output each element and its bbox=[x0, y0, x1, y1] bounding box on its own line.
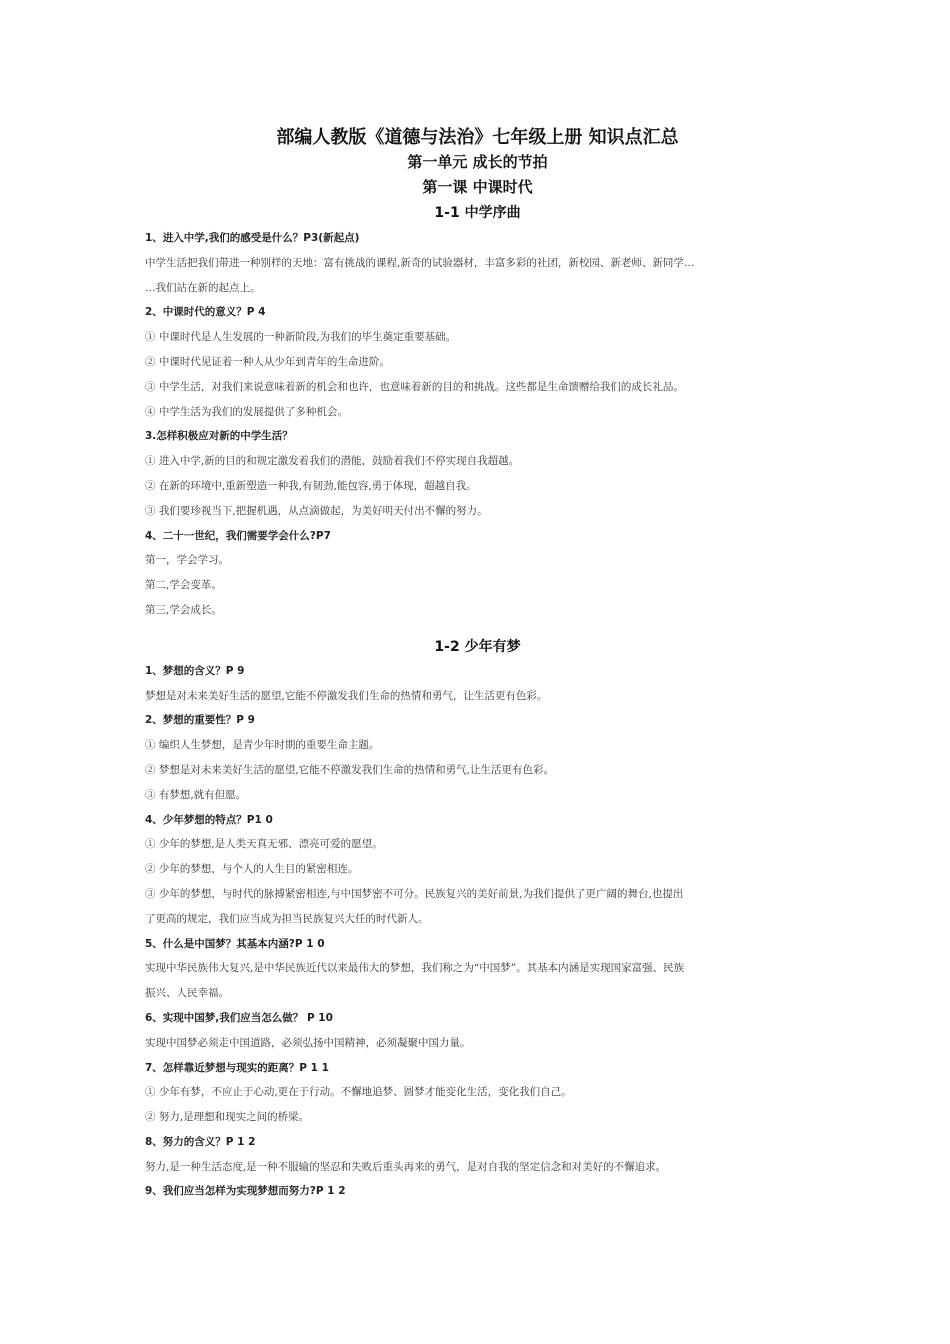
answer-line: 实现中国梦必须走中国道路，必须弘扬中国精神，必须凝聚中国力量。 bbox=[145, 1036, 471, 1049]
answer-line: ② 少年的梦想，与个人的人生目的紧密相连。 bbox=[145, 863, 359, 876]
answer-line: ② 努力,是理想和现实之间的桥梁。 bbox=[145, 1111, 310, 1124]
question: 4、二十一世纪，我们需要学会什么?P7 bbox=[145, 529, 331, 542]
answer-line: ③ 有梦想,就有但愿。 bbox=[145, 788, 247, 801]
question: 2、中课时代的意义？P 4 bbox=[145, 306, 266, 319]
answer-line: 了更高的规定，我们应当成为担当民族复兴大任的时代新人。 bbox=[145, 912, 429, 925]
lesson-heading: 第一课 中课时代 bbox=[422, 178, 533, 196]
answer-line: ① 进入中学,新的目的和规定激发着我们的潜能，鼓励着我们不停实现自我超越。 bbox=[145, 455, 520, 468]
answer-line: ③ 我们要珍视当下,把握机遇，从点滴做起，为美好明天付出不懈的努力。 bbox=[145, 504, 488, 517]
answer-line: 努力,是一种生活态度,是一种不服输的坚忍和失败后重头再来的勇气，是对自我的坚定信念和对美好的不懈追求。 bbox=[145, 1160, 667, 1173]
section-heading: 1-1 中学序曲 bbox=[434, 205, 521, 221]
section-1-1 bbox=[145, 200, 810, 623]
answer-line: ① 中课时代是人生发展的一种新阶段,为我们的毕生奠定重要基础。 bbox=[145, 331, 457, 344]
answer-line: 中学生活把我们带进一种别样的天地：富有挑战的课程,新奇的试验器材，丰富多彩的社团，新校园、新老师、新同学… bbox=[145, 256, 695, 269]
document-title: 部编人教版《道德与法治》七年级上册 知识点汇总 bbox=[276, 127, 679, 148]
question: 1、进入中学,我们的感受是什么？P3(新起点) bbox=[145, 232, 360, 244]
question: 4、少年梦想的特点？P1 0 bbox=[145, 813, 273, 826]
answer-line: ③ 中学生活，对我们来说意味着新的机会和也许，也意味着新的目的和挑战。这些都是生命馈赠给我们的成长礼品。 bbox=[145, 380, 684, 393]
answer-line: ③ 少年的梦想，与时代的脉搏紧密相连,与中国梦密不可分。民族复兴的美好前景,为我们提供了更广阔的舞台,也提出 bbox=[145, 887, 684, 900]
question: 1、梦想的含义？P 9 bbox=[145, 664, 245, 677]
answer-line: …我们站在新的起点上。 bbox=[145, 281, 261, 294]
unit-heading: 第一单元 成长的节拍 bbox=[407, 153, 548, 171]
answer-line: 第一，学会学习。 bbox=[145, 554, 229, 567]
answer-line: 第二,学会变革。 bbox=[145, 579, 222, 592]
answer-line: ④ 中学生活为我们的发展提供了多种机会。 bbox=[145, 405, 348, 418]
question: 5、什么是中国梦？其基本内涵?P 1 0 bbox=[145, 937, 325, 950]
question: 7、怎样靠近梦想与现实的距离？P 1 1 bbox=[145, 1061, 329, 1074]
answer-line: 第三,学会成长。 bbox=[145, 603, 222, 616]
answer-line: 实现中华民族伟大复兴,是中华民族近代以来最伟大的梦想，我们称之为“中国梦”。其基本内涵是实现国家富强、民族 bbox=[145, 962, 685, 975]
answer-line: ① 少年的梦想,是人类天真无邪、漂亮可爱的愿望。 bbox=[145, 838, 383, 851]
answer-line: ① 少年有梦，不应止于心动,更在于行动。不懈地追梦、圆梦才能变化生活，变化我们自己。 bbox=[145, 1086, 572, 1099]
section-heading: 1-2 少年有梦 bbox=[434, 638, 521, 655]
answer-line: 梦想是对未来美好生活的愿望,它能不停激发我们生命的热情和勇气，让生活更有色彩。 bbox=[145, 689, 548, 702]
question: 2、梦想的重要性？P 9 bbox=[145, 714, 255, 727]
answer-line: ② 梦想是对未来美好生活的愿望,它能不停激发我们生命的热情和勇气,让生活更有色彩。 bbox=[145, 763, 555, 776]
question: 9、我们应当怎样为实现梦想而努力?P 1 2 bbox=[145, 1185, 346, 1198]
question: 3.怎样积极应对新的中学生活？ bbox=[145, 430, 293, 443]
answer-line: ② 中课时代见证着一种人从少年到青年的生命进阶。 bbox=[145, 355, 390, 368]
answer-line: 振兴、人民幸福。 bbox=[145, 987, 229, 1000]
question: 8、努力的含义？P 1 2 bbox=[145, 1135, 256, 1148]
answer-line: ① 编织人生梦想，是青少年时期的重要生命主题。 bbox=[145, 739, 380, 752]
document-page bbox=[145, 126, 810, 1204]
answer-line: ② 在新的环境中,重新塑造一种我,有韧劲,能包容,勇于体现，超越自我。 bbox=[145, 479, 477, 492]
question: 6、实现中国梦,我们应当怎么做？ P 10 bbox=[145, 1011, 333, 1024]
section-1-2 bbox=[145, 623, 810, 1205]
